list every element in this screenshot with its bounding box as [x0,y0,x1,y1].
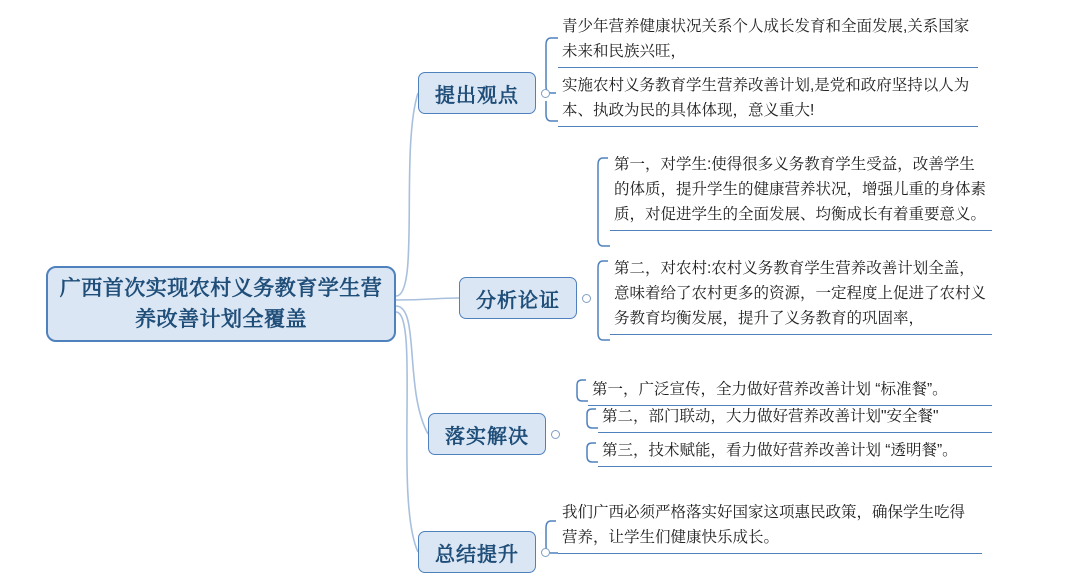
leaf-node-2-1: 第一，对学生:使得很多义务教育学生受益，改善学生的体质，提升学生的健康营养状况，增强儿重的身体素质，对促进学生的全面发展、均衡成长有着重要意义。 [610,152,992,231]
branch-1-connector-dot [541,89,550,98]
branch-node-3-label: 落实解决 [445,425,529,448]
branch-node-1[interactable] [418,72,536,114]
branch-3-connector-dot [551,430,560,439]
branch-4-connector-dot [541,548,550,557]
leaf-node-3-3: 第三，技术赋能，看力做好营养改善计划 “透明餐”。 [598,438,992,467]
branch-node-4[interactable] [418,531,536,573]
leaf-node-3-2: 第二，部门联动，大力做好营养改善计划"安全餐" [598,404,992,433]
leaf-node-1-1: 青少年营养健康状况关系个人成长发育和全面发展,关系国家未来和民族兴旺， [558,14,978,68]
branch-node-1-label: 提出观点 [435,84,519,107]
branch-2-connector-dot [582,294,591,303]
branch-node-4-label: 总结提升 [435,543,519,566]
root-node-label: 广西首次实现农村义务教育学生营养改善计划全覆盖 [59,277,383,331]
leaf-node-1-2: 实施农村义务教育学生营养改善计划,是党和政府坚持以人为本、执政为民的具体体现，意义重大! [558,73,978,127]
leaf-node-2-2: 第二，对农村:农村义务教育学生营养改善计划全盖，意味着给了农村更多的资源，一定程度上促进了农村义务教育均衡发展，提升了义务教育的巩固率， [610,256,992,335]
leaf-node-4-1: 我们广西必须严格落实好国家这项惠民政策，确保学生吃得营养，让学生们健康快乐成长。 [558,500,982,554]
branch-node-2[interactable] [459,277,577,319]
branch-node-3[interactable] [428,413,546,455]
root-node[interactable] [46,266,396,342]
leaf-node-3-1: 第一，广泛宣传，全力做好营养改善计划 “标准餐”。 [588,377,992,406]
branch-node-2-label: 分析论证 [476,289,560,312]
